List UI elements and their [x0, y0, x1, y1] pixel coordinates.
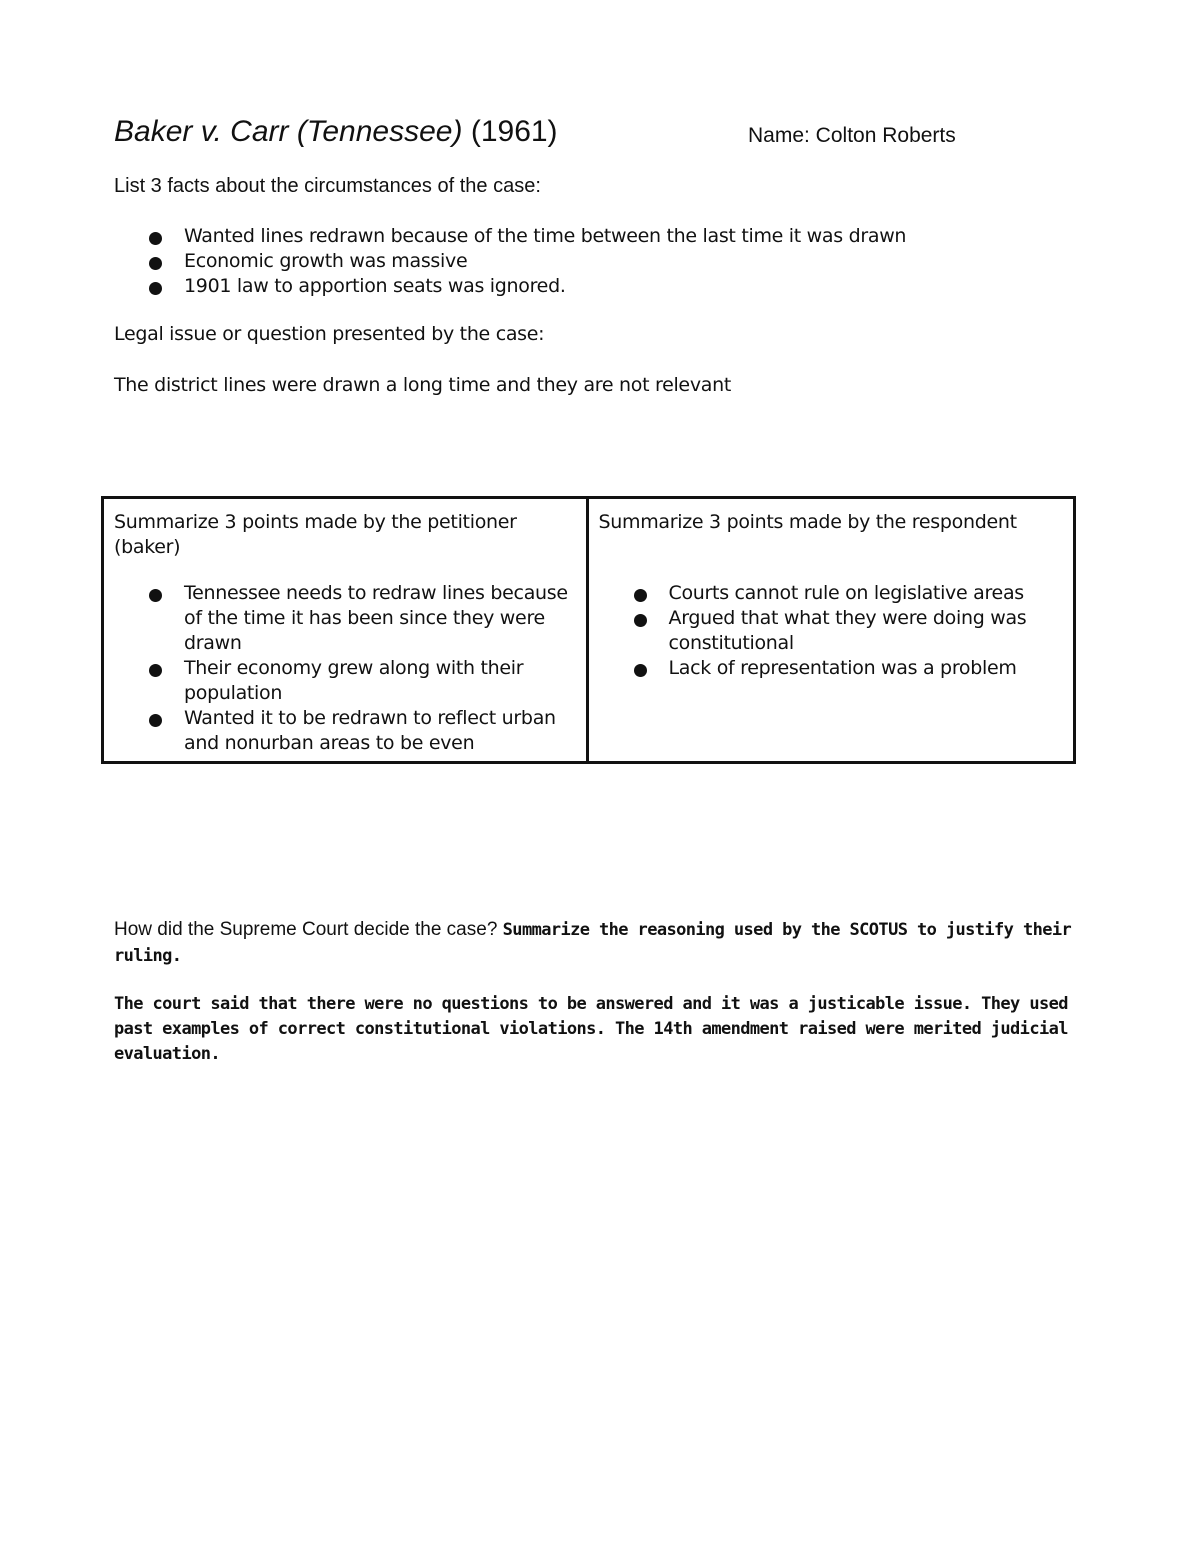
- list-item: Their economy grew along with their population: [146, 656, 576, 706]
- petitioner-heading: Summarize 3 points made by the petitioner (baker): [114, 511, 517, 558]
- list-item: Wanted it to be redrawn to reflect urban and nonurban areas to be even: [146, 706, 576, 756]
- case-title: [114, 114, 558, 150]
- case-year: (1961): [470, 115, 558, 148]
- petitioner-points: [146, 581, 576, 756]
- legal-issue-prompt: Legal issue or question presented by the case:: [114, 323, 545, 345]
- list-item: Argued that what they were doing was constitutional: [631, 606, 1064, 656]
- list-item: Lack of representation was a problem: [631, 656, 1064, 681]
- petitioner-cell: [104, 499, 589, 761]
- list-item: Tennessee needs to redraw lines because of the time it has been since they were drawn: [146, 581, 576, 656]
- respondent-points: [631, 581, 1064, 681]
- list-item: 1901 law to apportion seats was ignored.: [146, 274, 906, 299]
- decision-prompt: How did the Supreme Court decide the case?: [114, 919, 498, 940]
- decision-answer: The court said that there were no questions to be answered and it was a justicable issue. They used past examples of correct constitutional violations. The 14th amendment raised were merited judicial evaluation.: [114, 994, 1068, 1064]
- respondent-heading: Summarize 3 points made by the respondent: [598, 511, 1017, 533]
- decision-prompt-bold: Summarize the reasoning used by the SCOTUS to justify their ruling.: [114, 920, 1072, 966]
- list-item: Courts cannot rule on legislative areas: [631, 581, 1064, 606]
- case-name: Baker v. Carr (Tennessee): [114, 115, 463, 148]
- list-item: Economic growth was massive: [146, 249, 906, 274]
- student-name: Name: Colton Roberts: [748, 124, 956, 147]
- legal-issue-answer: The district lines were drawn a long time and they are not relevant: [114, 374, 732, 396]
- decision-question: [114, 917, 1084, 969]
- facts-list: [146, 224, 906, 299]
- facts-prompt: List 3 facts about the circumstances of the case:: [114, 175, 541, 197]
- respondent-cell: [589, 499, 1074, 761]
- points-table: [101, 496, 1076, 764]
- list-item: Wanted lines redrawn because of the time between the last time it was drawn: [146, 224, 906, 249]
